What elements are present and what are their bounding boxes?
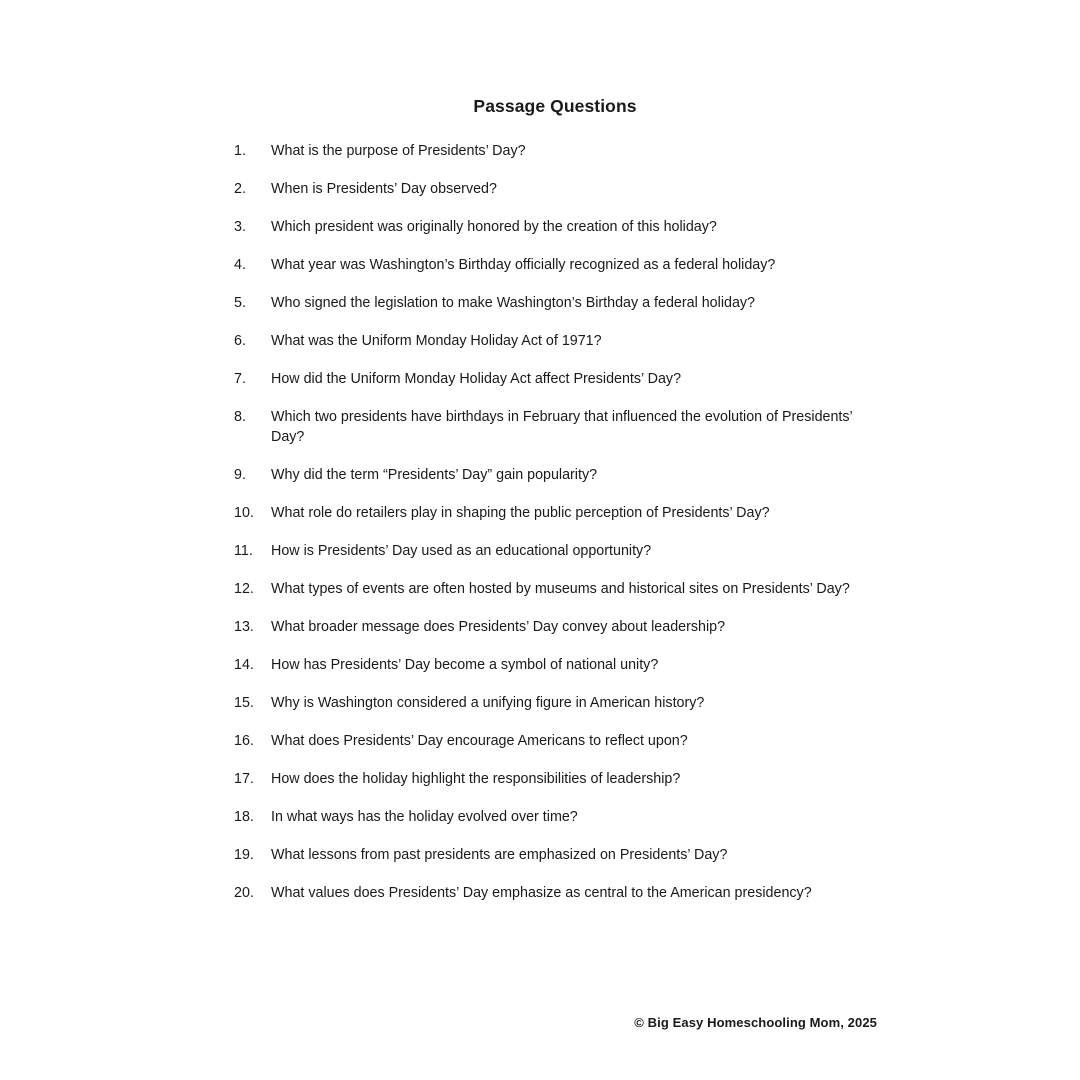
question-item (234, 255, 874, 275)
question-number: 6. (234, 333, 246, 349)
question-text: What values does Presidents’ Day emphasize as central to the American presidency? (271, 885, 812, 901)
question-item (234, 407, 874, 447)
question-text: Why is Washington considered a unifying figure in American history? (271, 695, 705, 711)
question-number: 3. (234, 219, 246, 235)
question-text: Why did the term “Presidents’ Day” gain popularity? (271, 467, 598, 483)
question-number: 10. (234, 505, 254, 521)
question-item (234, 769, 874, 789)
question-number: 9. (234, 467, 246, 483)
question-text: How is Presidents’ Day used as an educational opportunity? (271, 543, 652, 559)
question-item (234, 655, 874, 675)
question-text: What role do retailers play in shaping the public perception of Presidents’ Day? (271, 505, 770, 521)
question-number: 18. (234, 809, 254, 825)
question-number: 13. (234, 619, 254, 635)
page-title: Passage Questions (473, 96, 637, 116)
question-item (234, 883, 874, 903)
question-text: What types of events are often hosted by museums and historical sites on Presidents’ Day? (271, 581, 850, 597)
question-number: 20. (234, 885, 254, 901)
question-number: 4. (234, 257, 246, 273)
question-number: 5. (234, 295, 246, 311)
question-item (234, 579, 874, 599)
question-item (234, 369, 874, 389)
question-text: Which two presidents have birthdays in February that influenced the evolution of Presidents’ Day? (271, 409, 853, 445)
question-number: 15. (234, 695, 254, 711)
question-text: What does Presidents’ Day encourage Americans to reflect upon? (271, 733, 688, 749)
question-item (234, 217, 874, 237)
question-item (234, 503, 874, 523)
question-number: 7. (234, 371, 246, 387)
question-text: How has Presidents’ Day become a symbol of national unity? (271, 657, 659, 673)
question-item (234, 731, 874, 751)
question-number: 8. (234, 409, 246, 425)
question-text: What was the Uniform Monday Holiday Act of 1971? (271, 333, 602, 349)
question-item (234, 141, 874, 161)
question-number: 19. (234, 847, 254, 863)
question-item (234, 331, 874, 351)
question-number: 12. (234, 581, 254, 597)
question-list (234, 141, 874, 921)
question-text: How did the Uniform Monday Holiday Act affect Presidents’ Day? (271, 371, 682, 387)
question-number: 17. (234, 771, 254, 787)
question-item (234, 617, 874, 637)
question-number: 11. (234, 543, 253, 559)
question-text: When is Presidents’ Day observed? (271, 181, 497, 197)
question-text: What lessons from past presidents are emphasized on Presidents’ Day? (271, 847, 728, 863)
question-item (234, 541, 874, 561)
question-number: 14. (234, 657, 254, 673)
question-item (234, 179, 874, 199)
question-item (234, 293, 874, 313)
question-number: 1. (234, 143, 246, 159)
question-text: Which president was originally honored by the creation of this holiday? (271, 219, 717, 235)
question-text: What broader message does Presidents’ Day convey about leadership? (271, 619, 726, 635)
question-item (234, 845, 874, 865)
question-text: In what ways has the holiday evolved over time? (271, 809, 578, 825)
question-text: What year was Washington’s Birthday officially recognized as a federal holiday? (271, 257, 776, 273)
question-number: 16. (234, 733, 254, 749)
question-text: What is the purpose of Presidents’ Day? (271, 143, 526, 159)
question-item (234, 465, 874, 485)
question-item (234, 693, 874, 713)
question-text: How does the holiday highlight the responsibilities of leadership? (271, 771, 681, 787)
question-item (234, 807, 874, 827)
question-number: 2. (234, 181, 246, 197)
copyright-footer: © Big Easy Homeschooling Mom, 2025 (634, 1015, 877, 1030)
question-text: Who signed the legislation to make Washington’s Birthday a federal holiday? (271, 295, 755, 311)
